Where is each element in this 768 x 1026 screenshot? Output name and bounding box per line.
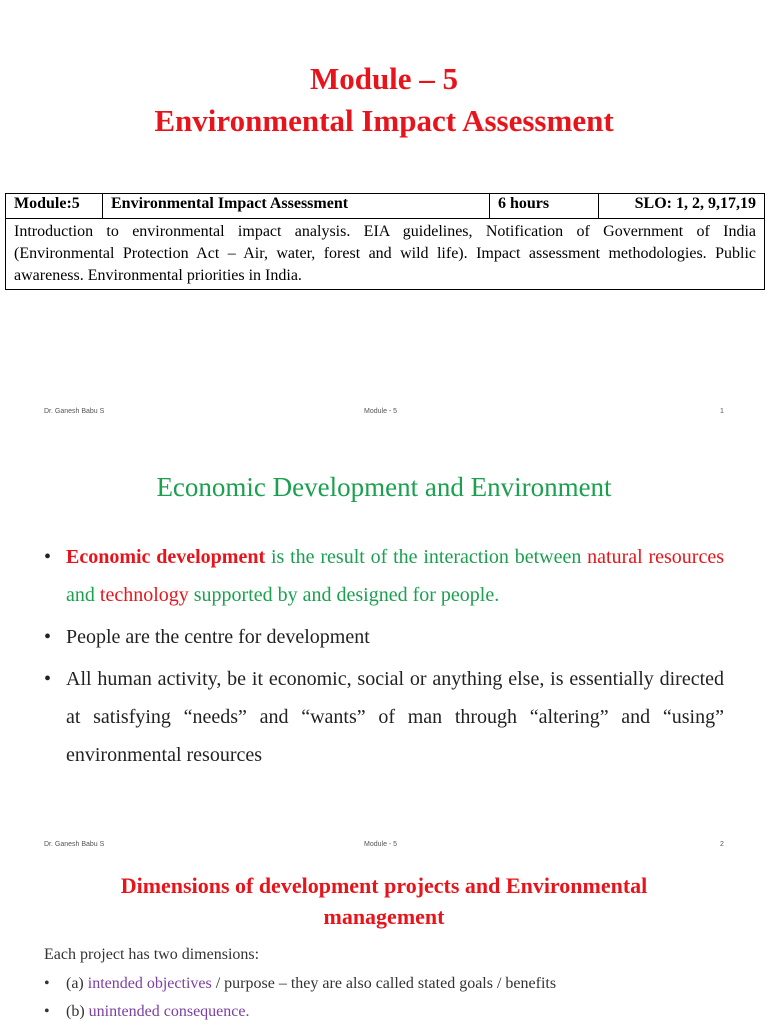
term-economic-development: Economic development [66,546,266,568]
bullet-glyph: • [44,626,52,648]
dimension-a-rest: / purpose – they are also called stated goals / benefits [211,975,557,992]
module-cell: Module:5 [6,194,103,219]
term-unintended-consequence: unintended consequence. [88,1003,250,1020]
slide1-title-line2: Environmental Impact Assessment [154,103,614,138]
bullet-human-activity [44,660,724,774]
slide3-bullet-list [44,970,744,1026]
hours-cell: 6 hours [490,194,599,219]
term-technology: technology [99,584,189,606]
bullet-glyph: • [44,975,50,992]
term-intended-objectives: intended objectives [87,975,212,992]
slide2-bullet-list [44,538,724,778]
slide1-footer-module: Module - 5 [364,408,398,415]
bullet3-text: All human activity, be it economic, social or anything else, is essentially directed at satisfying “needs” and “wants” of man through “altering” and “using” environmental resources [66,668,724,766]
module-name-cell: Environmental Impact Assessment [103,194,490,219]
syllabus-body-row [6,219,765,290]
dimension-a-prefix: (a) [66,975,88,992]
bullet2-text: People are the centre for development [66,626,370,648]
slide1-footer-author: Dr. Ganesh Babu S [44,408,105,415]
bullet1-text1: is the result of the interaction between [265,546,588,568]
dimension-a [44,970,744,998]
syllabus-description: Introduction to environmental impact analysis. EIA guidelines, Notification of Government of India (Environmental Protection Act – Air, water, forest and wild life). Impact assessment methodologies. Public awareness. Environmental priorities in India. [6,219,765,290]
bullet-glyph: • [44,668,52,690]
bullet-people-centre [44,618,724,656]
term-natural-resources: natural resources [587,546,725,568]
slide2-footer-page: 2 [720,841,724,848]
slide1-footer-page: 1 [720,408,724,415]
bullet-glyph: • [44,546,52,568]
dimension-b-prefix: (b) [66,1003,89,1020]
syllabus-table [5,193,765,290]
bullet-economic-development [44,538,724,614]
dimension-b [44,998,744,1026]
slide3-intro: Each project has two dimensions: [44,946,260,963]
bullet1-text3: supported by and designed for people. [188,584,500,606]
slide1-title-line1: Module – 5 [309,61,459,96]
slide2-footer-module: Module - 5 [364,841,398,848]
syllabus-header-row [6,194,765,219]
slide2-footer-author: Dr. Ganesh Babu S [44,841,105,848]
slide3-title: Dimensions of development projects and Environmental management [120,873,648,929]
slide2-title: Economic Development and Environment [156,472,612,502]
bullet-glyph: • [44,1003,50,1020]
bullet1-text2: and [66,584,100,606]
slo-cell: SLO: 1, 2, 9,17,19 [599,194,765,219]
